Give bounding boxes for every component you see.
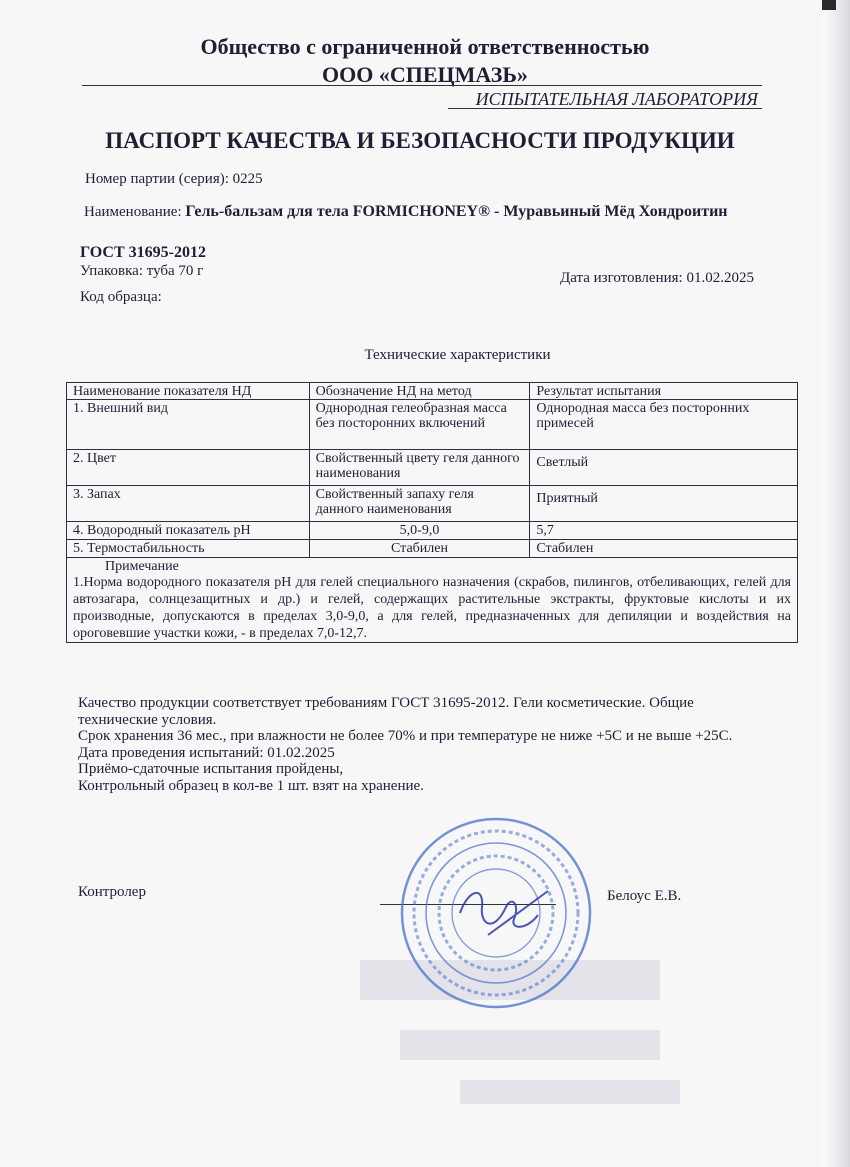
org-name-line2: ООО «СПЕЦМАЗЬ» bbox=[322, 62, 528, 87]
table-cell: 3. Запах bbox=[67, 486, 310, 522]
note-text: 1.Норма водородного показателя pH для гелей специального назначения (скрабов, пилингов, отбеливающих, гелей для автозагара, солнцезащитных и др.) и гелей, содержащих растительные экстракты, фруктовые кислоты и их производные, допускаются в пределах 3,0-9,0, а для гелей, предназначенных для депиляции и воздействия на ороговевшие участки кожи, - в пределах 7,0-12,7. bbox=[73, 575, 791, 641]
table-row bbox=[67, 450, 798, 486]
document-title: ПАСПОРТ КАЧЕСТВА И БЕЗОПАСНОСТИ ПРОДУКЦИИ bbox=[105, 128, 735, 153]
signature-scribble bbox=[460, 891, 548, 935]
table-cell: 5,0-9,0 bbox=[309, 522, 530, 540]
scan-edge bbox=[822, 0, 850, 1167]
table-header-cell: Наименование показателя НД bbox=[67, 383, 310, 400]
control-sample-line: Контрольный образец в кол-ве 1 шт. взят на хранение. bbox=[78, 777, 424, 794]
note-cell bbox=[67, 558, 798, 643]
table-row bbox=[67, 540, 798, 558]
note-row bbox=[67, 558, 798, 643]
conformity-line: технические условия. bbox=[78, 711, 217, 728]
tech-characteristics-title: Технические характеристики bbox=[364, 347, 551, 363]
table-cell: Однородная гелеобразная масса без посторонних включений bbox=[309, 400, 530, 450]
table-cell: Однородная масса без посторонних примесей bbox=[530, 400, 798, 450]
table-cell: Стабилен bbox=[309, 540, 530, 558]
table-cell: 2. Цвет bbox=[67, 450, 310, 486]
conformity-line: Качество продукции соответствует требованиям ГОСТ 31695-2012. Гели косметические. Общие bbox=[78, 695, 694, 711]
batch-number: Номер партии (серия): 0225 bbox=[85, 171, 263, 187]
header-divider bbox=[82, 85, 762, 86]
table-row bbox=[67, 522, 798, 540]
laboratory-label: ИСПЫТАТЕЛЬНАЯ ЛАБОРАТОРИЯ bbox=[475, 89, 758, 109]
packaging: Упаковка: туба 70 г bbox=[80, 263, 204, 279]
laboratory-underline bbox=[448, 108, 762, 109]
org-name-line1: Общество с ограниченной ответственностью bbox=[200, 34, 650, 59]
table-cell: 1. Внешний вид bbox=[67, 400, 310, 450]
conformity-block bbox=[78, 695, 778, 794]
table-cell: Приятный bbox=[530, 486, 798, 522]
table-cell: 4. Водородный показатель pH bbox=[67, 522, 310, 540]
scan-corner-mark bbox=[822, 0, 836, 10]
table-cell: Свойственный цвету геля данного наименования bbox=[309, 450, 530, 486]
table-cell: 5. Термостабильность bbox=[67, 540, 310, 558]
controller-label: Контролер bbox=[78, 884, 146, 900]
note-title: Примечание bbox=[105, 559, 179, 574]
table-row bbox=[67, 486, 798, 522]
sample-code: Код образца: bbox=[80, 289, 162, 305]
table-cell: Светлый bbox=[530, 450, 798, 486]
table-cell: 5,7 bbox=[530, 522, 798, 540]
product-name bbox=[84, 203, 728, 221]
controller-name: Белоус Е.В. bbox=[607, 888, 682, 904]
product-name-label: Наименование: bbox=[84, 204, 182, 220]
table-row bbox=[67, 400, 798, 450]
manufacture-date: Дата изготовления: 01.02.2025 bbox=[560, 270, 754, 286]
table-header-row bbox=[67, 383, 798, 400]
gost-standard: ГОСТ 31695-2012 bbox=[80, 244, 206, 261]
table-cell: Стабилен bbox=[530, 540, 798, 558]
tech-spec-table bbox=[66, 382, 798, 643]
product-name-value: Гель-бальзам для тела FORMICHONEY® - Муравьиный Мёд Хондроитин bbox=[185, 203, 728, 220]
table-cell: Свойственный запаху геля данного наименования bbox=[309, 486, 530, 522]
acceptance-line: Приёмо-сдаточные испытания пройдены, bbox=[78, 761, 344, 777]
table-header-cell: Результат испытания bbox=[530, 383, 798, 400]
test-date-line: Дата проведения испытаний: 01.02.2025 bbox=[78, 744, 335, 761]
shelf-life-line: Срок хранения 36 мес., при влажности не более 70% и при температуре не ниже +5С и не выше +25С. bbox=[78, 728, 733, 744]
table-header-cell: Обозначение НД на метод bbox=[309, 383, 530, 400]
round-seal-stamp bbox=[398, 815, 594, 1011]
